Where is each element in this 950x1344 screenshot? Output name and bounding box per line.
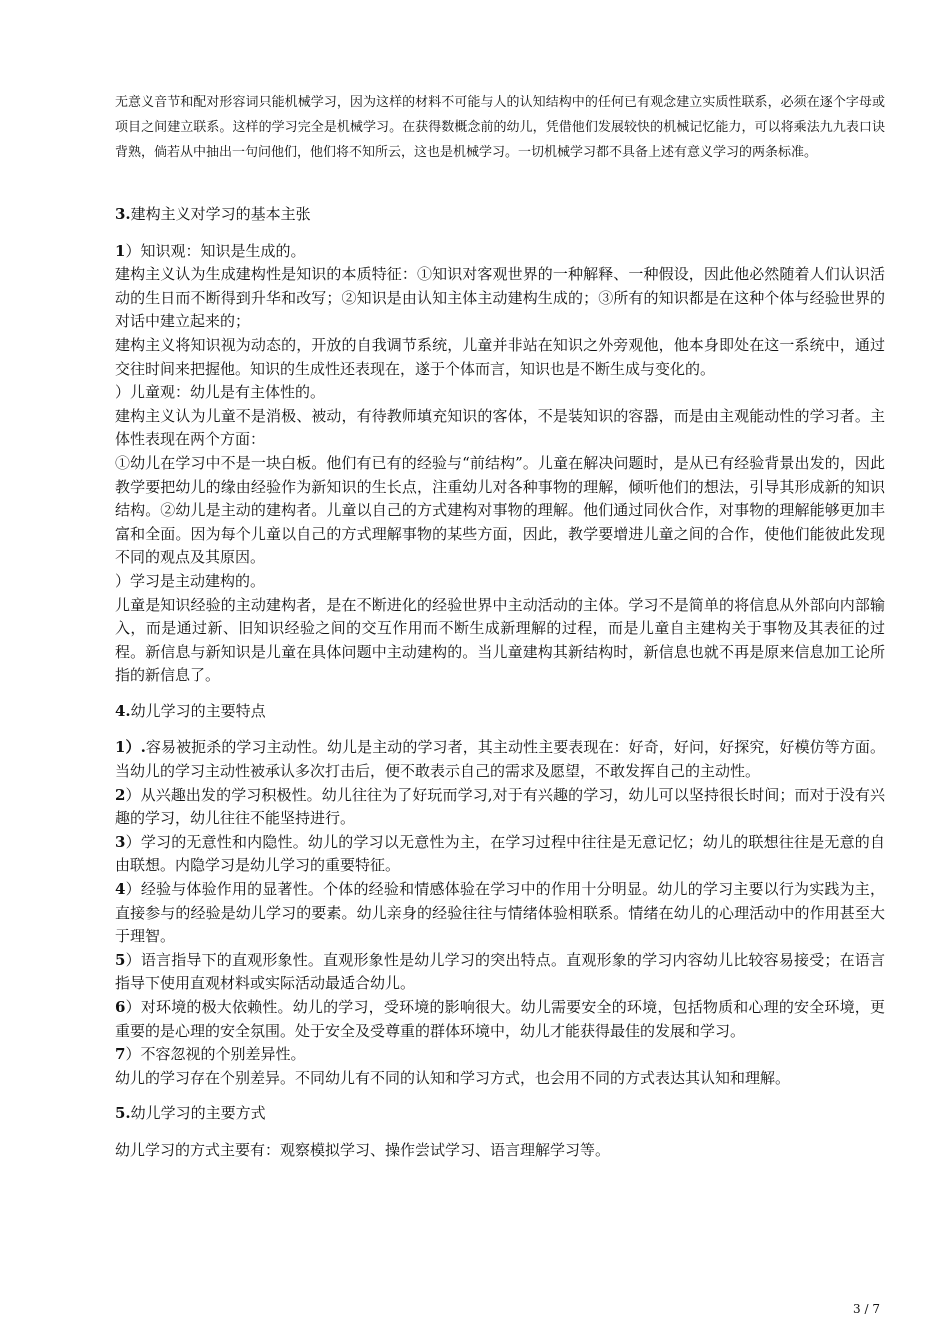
child-view-text-2: ①幼儿在学习中不是一块白板。他们有已有的经验与“前结构”。儿童在解决问题时，是从已有经验背景出发的，因此教学要把幼儿的缘由经验作为新知识的生长点，注重幼儿对各种事物的理解，倾听他们的想法，引导其形成新的知识结构。②幼儿是主动的建构者。儿童以自己的方式建构对事物的理解。他们通过同伙合作，对事物的理解能够更加丰富和全面。因为每个儿童以自己的方式理解事物的某些方面，因此，教学要增进儿童之间的合作，使他们能彼此发现不同的观点及其原因。 [115, 453, 885, 567]
section-3-title: 建构主义对学习的基本主张 [130, 205, 311, 223]
feature-item [115, 878, 885, 949]
feature-item [115, 1043, 885, 1067]
learning-view-text: 儿童是知识经验的主动建构者，是在不断进化的经验世界中主动活动的主体。学习不是简单的将信息从外部向内部输入，而是通过新、旧知识经验之间的交互作用而不断生成新理解的过程，而是儿童自主建构关于事物及其表征的过程。新信息与新知识是儿童在具体问题中主动建构的。当儿童建构其新结构时，新信息也就不再是原来信息加工论所指的新信息了。 [115, 595, 885, 685]
feature-item-text: ）语言指导下的直观形象性。直观形象性是幼儿学习的突出特点。直观形象的学习内容幼儿比较容易接受；在语言指导下使用直观材料或实际活动最适合幼儿。 [115, 950, 885, 993]
child-view-text-1: 建构主义认为儿童不是消极、被动，有待教师填充知识的客体，不是装知识的容器，而是由主观能动性的学习者。主体性表现在两个方面： [115, 406, 885, 449]
section-4-title: 幼儿学习的主要特点 [130, 701, 266, 720]
feature-item-number: 3 [115, 832, 126, 851]
feature-item-number: 7 [115, 1045, 126, 1064]
document-body [115, 198, 885, 1163]
feature-item-number: 2 [115, 785, 126, 804]
child-view-label: ）儿童观：幼儿是有主体性的。 [115, 383, 326, 402]
feature-item-text: 容易被扼杀的学习主动性。幼儿是主动的学习者，其主动性主要表现在：好奇，好问，好探究，好模仿等方面。当幼儿的学习主动性被承认多次打击后，便不敢表示自己的需求及愿望，不敢发挥自己的主动性。 [115, 738, 885, 781]
learning-view-label: ）学习是主动建构的。 [115, 571, 266, 590]
feature-item-number: 5 [115, 950, 126, 969]
page-number: 3 / 7 [853, 1302, 880, 1316]
feature-item-text: ）经验与体验作用的显著性。个体的经验和情感体验在学习中的作用十分明显。幼儿的学习主要以行为实践为主，直接参与的经验是幼儿学习的要素。幼儿亲身的经验往往与情绪体验相联系。情绪在幼儿的心理活动中的作用甚至大于理智。 [115, 880, 885, 946]
knowledge-view-text-2: 建构主义将知识视为动态的，开放的自我调节系统，儿童并非站在知识之外旁观他，他本身即处在这一系统中，通过交往时间来把握他。知识的生成性还表现在，遂于个体而言，知识也是不断生成与变化的。 [115, 335, 885, 378]
knowledge-view-number: 1 [115, 241, 126, 260]
knowledge-view-label [115, 240, 885, 264]
section-5-heading [115, 1102, 885, 1126]
feature-item [115, 736, 885, 783]
feature-item [115, 831, 885, 878]
feature-item [115, 784, 885, 831]
feature-item-number: 4 [115, 880, 126, 899]
feature-item-text: ）对环境的极大依赖性。幼儿的学习，受环境的影响很大。幼儿需要安全的环境，包括物质和心理的安全环境，更重要的是心理的安全氛围。处于安全及受尊重的群体环境中，幼儿才能获得最佳的发展和学习。 [115, 998, 885, 1040]
knowledge-view-text-1: 建构主义认为生成建构性是知识的本质特征：①知识对客观世界的一种解释、一种假设，因此他必然随着人们认识活动的生日而不断得到升华和改写；②知识是由认知主体主动建构生成的；③所有的知识都是在这种个体与经验世界的对话中建立起来的； [115, 265, 885, 331]
section-4-heading [115, 700, 885, 724]
feature-item [115, 996, 885, 1043]
section-3-heading [115, 203, 885, 227]
section-4-number: 4. [115, 701, 131, 720]
knowledge-view-label-text: ）知识观：知识是生成的。 [125, 241, 306, 260]
feature-item-text: ）不容忽视的个别差异性。 [125, 1045, 306, 1064]
section-5-number: 5. [115, 1104, 131, 1123]
feature-item-number: 6 [115, 998, 126, 1016]
feature-closing-text: 幼儿的学习存在个别差异。不同幼儿有不同的认知和学习方式，也会用不同的方式表达其认知和理解。 [115, 1068, 791, 1087]
feature-item-number: 1）. [115, 738, 146, 757]
section-5-title: 幼儿学习的主要方式 [130, 1104, 266, 1123]
feature-item [115, 949, 885, 996]
feature-item-text: ）从兴趣出发的学习积极性。幼儿往往为了好玩而学习,对于有兴趣的学习，幼儿可以坚持很长时间；而对于没有兴趣的学习，幼儿往往不能坚持进行。 [115, 785, 885, 828]
section-3-number: 3. [115, 205, 131, 223]
feature-item-text: ）学习的无意性和内隐性。幼儿的学习以无意性为主，在学习过程中往往是无意记忆；幼儿的联想往往是无意的自由联想。内隐学习是幼儿学习的重要特征。 [115, 832, 885, 875]
learning-methods-text: 幼儿学习的方式主要有：观察模拟学习、操作尝试学习、语言理解学习等。 [115, 1140, 611, 1159]
intro-paragraph: 无意义音节和配对形容词只能机械学习，因为这样的材料不可能与人的认知结构中的任何已有观念建立实质性联系，必须在逐个字母或项目之间建立联系。这样的学习完全是机械学习。在获得数概念前的幼儿，凭借他们发展较快的机械记忆能力，可以将乘法九九表口诀背熟，倘若从中抽出一句问他们，他们将不知所云，这也是机械学习。一切机械学习都不具备上述有意义学习的两条标准。 [115, 95, 885, 160]
